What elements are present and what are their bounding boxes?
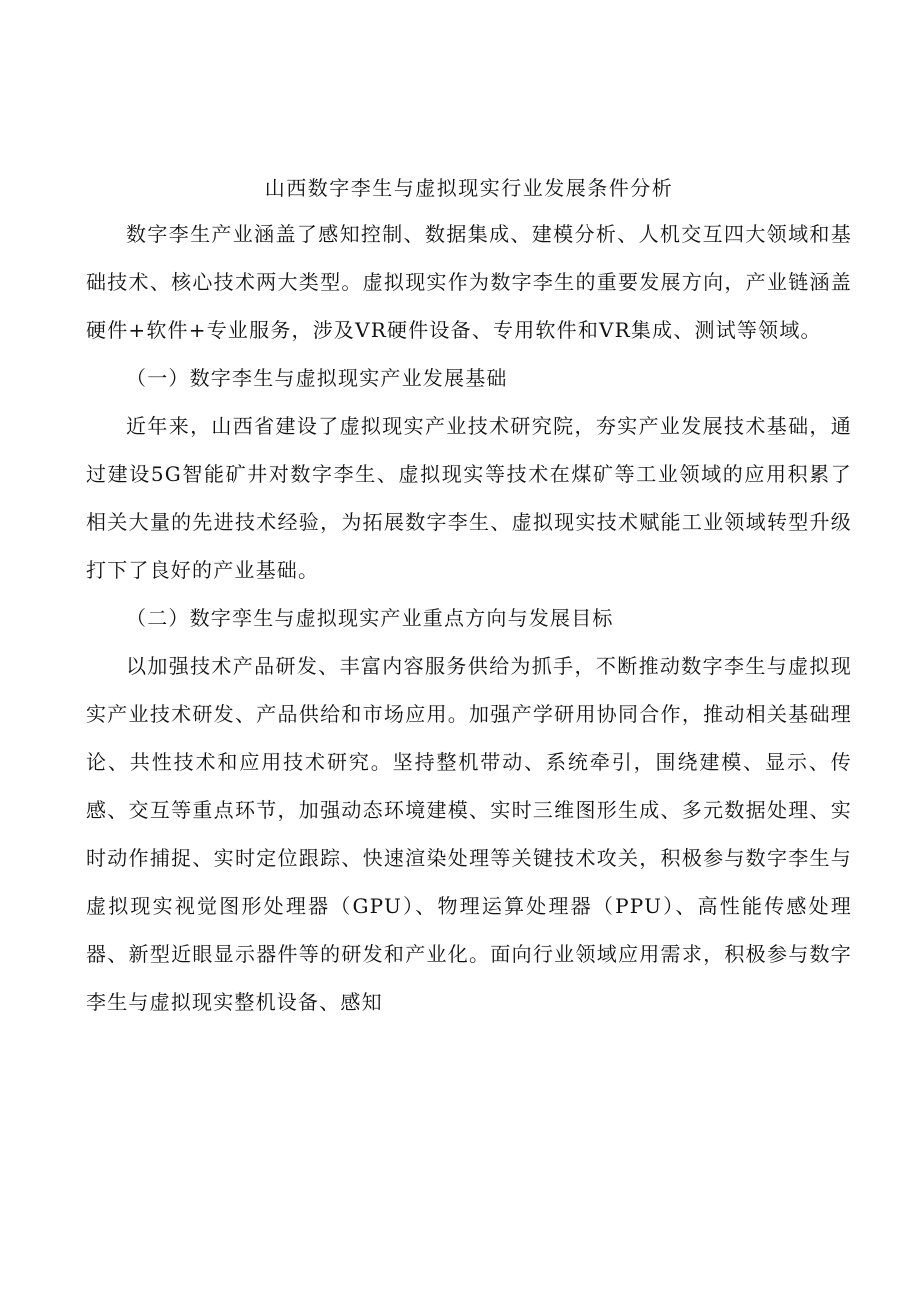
section-heading-2: （二）数字孪生与虚拟现实产业重点方向与发展目标 [126,606,614,630]
document-content [86,166,852,1026]
section-body-1: 近年来，山西省建设了虚拟现实产业技术研究院，夯实产业发展技术基础，通过建设5G智能矿井对数字李生、虚拟现实等技术在煤矿等工业领域的应用积累了相关大量的先进技术经验，为拓展数字李生、虚拟现实技术赋能工业领域转型升级打下了良好的产业基础。 [86,414,852,582]
document-title: 山西数字李生与虚拟现实行业发展条件分析 [264,176,674,200]
intro-paragraph: 数字李生产业涵盖了感知控制、数据集成、建模分析、人机交互四大领域和基础技术、核心技术两大类型。虚拟现实作为数字李生的重要发展方向，产业链涵盖硬件+软件+专业服务，涉及VR硬件设备、专用软件和VR集成、测试等领域。 [86,222,852,342]
section-heading-1: （一）数字李生与虚拟现实产业发展基础 [126,366,508,390]
section-body-2: 以加强技术产品研发、丰富内容服务供给为抓手，不断推动数字李生与虚拟现实产业技术研发、产品供给和市场应用。加强产学研用协同合作，推动相关基础理论、共性技术和应用技术研究。坚持整机带动、系统牵引，围绕建模、显示、传感、交互等重点环节，加强动态环境建模、实时三维图形生成、多元数据处理、实时动作捕捉、实时定位跟踪、快速渲染处理等关键技术攻关，积极参与数字李生与虚拟现实视觉图形处理器（GPU）、物理运算处理器（PPU）、高性能传感处理器、新型近眼显示器件等的研发和产业化。面向行业领域应用需求，积极参与数字李生与虚拟现实整机设备、感知 [86,654,852,1014]
